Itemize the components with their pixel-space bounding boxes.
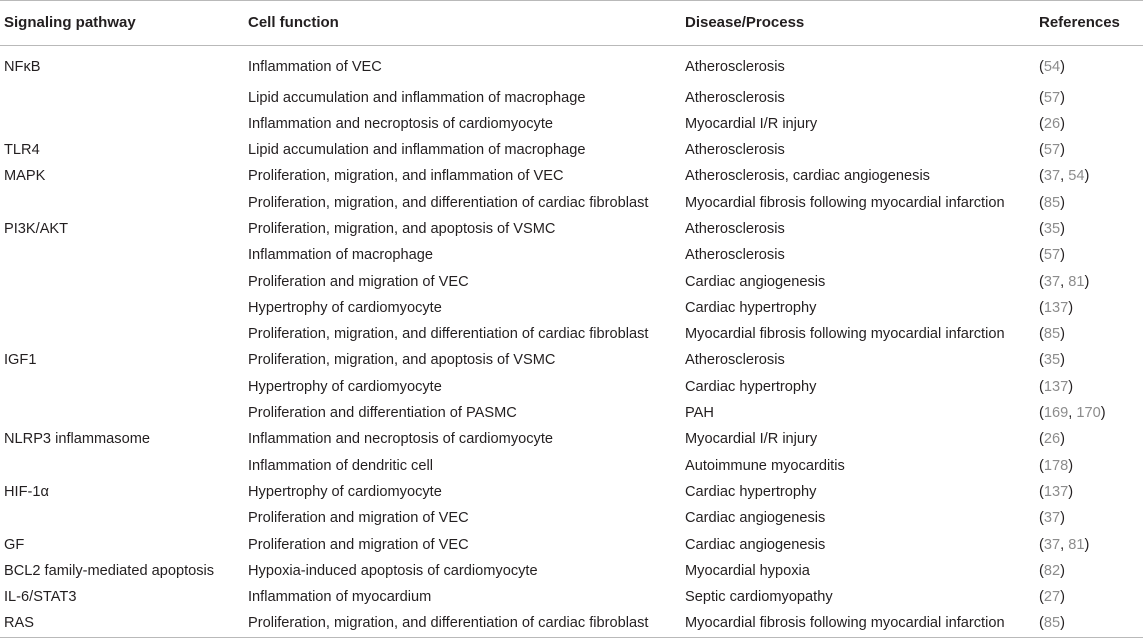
reference-link[interactable]: 37 [1043, 168, 1061, 185]
cell-function: Inflammation of dendritic cell [248, 457, 433, 474]
table-row [0, 164, 1143, 190]
cell-signaling-pathway: MAPK [4, 168, 46, 185]
reference-link[interactable]: 54 [1043, 59, 1061, 75]
cell-function: Proliferation, migration, and inflammation of VEC [248, 168, 564, 185]
cell-references: (137) [1039, 483, 1074, 500]
cell-signaling-pathway: IGF1 [4, 352, 37, 369]
cell-disease-process: Atherosclerosis, cardiac angiogenesis [685, 168, 930, 185]
cell-disease-process: Cardiac hypertrophy [685, 483, 817, 500]
cell-references: (85) [1039, 326, 1065, 343]
cell-disease-process: Myocardial I/R injury [685, 115, 818, 132]
header-cell-function: Cell function [246, 1, 684, 46]
cell-references: (137) [1039, 299, 1074, 316]
cell-disease-process: Autoimmune myocarditis [685, 457, 845, 474]
cell-function: Lipid accumulation and inflammation of macrophage [248, 89, 586, 106]
cell-signaling-pathway: GF [4, 536, 25, 553]
table-row [0, 270, 1143, 296]
cell-references: (26) [1039, 115, 1065, 132]
cell-signaling-pathway: IL-6/STAT3 [4, 589, 77, 606]
table-row [0, 401, 1143, 427]
table-row [0, 217, 1143, 243]
cell-references: (37, 81) [1039, 273, 1090, 290]
cell-signaling-pathway [0, 506, 246, 532]
table-row [0, 296, 1143, 322]
table-row [0, 138, 1143, 164]
reference-link[interactable]: 26 [1043, 115, 1061, 132]
cell-signaling-pathway [0, 243, 246, 269]
reference-link[interactable]: 169 [1043, 405, 1069, 422]
cell-signaling-pathway [0, 191, 246, 217]
reference-link[interactable]: 170 [1076, 405, 1101, 422]
cell-disease-process: Myocardial hypoxia [685, 562, 810, 579]
cell-function: Hypoxia-induced apoptosis of cardiomyocyte [248, 562, 538, 579]
cell-references: (37, 81) [1039, 536, 1090, 553]
cell-function: Proliferation, migration, and differentiation of cardiac fibroblast [248, 194, 649, 211]
table-row [0, 191, 1143, 217]
cell-function: Proliferation, migration, and apoptosis of VSMC [248, 220, 556, 237]
cell-disease-process: Myocardial I/R injury [685, 431, 818, 448]
table-body [0, 46, 1143, 638]
cell-function: Proliferation and migration of VEC [248, 273, 469, 290]
reference-link[interactable]: 57 [1043, 89, 1061, 106]
reference-link[interactable]: 85 [1043, 615, 1061, 632]
cell-references: (35) [1039, 352, 1065, 369]
cell-references: (169, 170) [1039, 405, 1106, 422]
cell-disease-process: Cardiac angiogenesis [685, 273, 826, 290]
cell-disease-process: Septic cardiomyopathy [685, 589, 833, 606]
reference-link[interactable]: 57 [1043, 247, 1061, 264]
table-row [0, 322, 1143, 348]
table-row [0, 559, 1143, 585]
cell-references: (37) [1039, 510, 1065, 527]
cell-references: (57) [1039, 142, 1065, 159]
cell-function: Proliferation, migration, and apoptosis of VSMC [248, 352, 556, 369]
table-row [0, 454, 1143, 480]
cell-references: (27) [1039, 589, 1065, 606]
reference-link[interactable]: 137 [1043, 483, 1069, 500]
cell-references: (85) [1039, 611, 1143, 637]
table-row [0, 533, 1143, 559]
table-row [0, 585, 1143, 611]
table-header [0, 1, 1143, 46]
cell-function: Inflammation and necroptosis of cardiomyocyte [248, 431, 553, 448]
cell-disease-process: Myocardial fibrosis following myocardial infarction [685, 194, 1005, 211]
cell-signaling-pathway [0, 86, 246, 112]
cell-function: Hypertrophy of cardiomyocyte [248, 378, 442, 395]
cell-references: (35) [1039, 220, 1065, 237]
cell-disease-process: Cardiac angiogenesis [685, 536, 826, 553]
table-row [0, 86, 1143, 112]
reference-link[interactable]: 27 [1043, 589, 1061, 606]
cell-disease-process: Atherosclerosis [685, 59, 785, 75]
cell-references: (137) [1039, 378, 1074, 395]
cell-disease-process: Atherosclerosis [685, 89, 785, 106]
table-row [0, 506, 1143, 532]
cell-signaling-pathway: RAS [0, 611, 246, 637]
cell-references: (26) [1039, 431, 1065, 448]
cell-signaling-pathway [0, 296, 246, 322]
cell-references: (85) [1039, 194, 1065, 211]
cell-signaling-pathway: NLRP3 inflammasome [4, 431, 150, 448]
header-disease-process: Disease/Process [684, 1, 1039, 46]
cell-disease-process: Cardiac angiogenesis [685, 510, 826, 527]
cell-function: Proliferation and migration of VEC [248, 510, 469, 527]
cell-references: (57) [1039, 247, 1065, 264]
header-references: References [1039, 1, 1143, 46]
table-row [0, 112, 1143, 138]
cell-disease-process: Cardiac hypertrophy [685, 299, 817, 316]
reference-link[interactable]: 85 [1043, 194, 1061, 211]
reference-link[interactable]: 37 [1043, 510, 1061, 527]
cell-signaling-pathway [0, 112, 246, 138]
cell-disease-process: Myocardial fibrosis following myocardial infarction [685, 326, 1005, 343]
cell-signaling-pathway [0, 375, 246, 401]
cell-signaling-pathway [0, 322, 246, 348]
reference-link[interactable]: 81 [1068, 273, 1085, 290]
cell-disease-process: Atherosclerosis [685, 352, 785, 369]
cell-disease-process: Cardiac hypertrophy [685, 378, 817, 395]
cell-function: Hypertrophy of cardiomyocyte [248, 483, 442, 500]
cell-signaling-pathway [0, 270, 246, 296]
cell-references: (54) [1039, 59, 1065, 75]
cell-function: Inflammation of VEC [248, 59, 382, 75]
reference-link[interactable]: 85 [1043, 326, 1061, 343]
header-signaling-pathway: Signaling pathway [0, 1, 246, 46]
cell-disease-process: Myocardial fibrosis following myocardial infarction [684, 611, 1039, 637]
cell-disease-process: Atherosclerosis [685, 247, 785, 264]
reference-link[interactable]: 35 [1043, 352, 1061, 369]
cell-references: (57) [1039, 89, 1065, 106]
reference-link[interactable]: 35 [1043, 220, 1061, 237]
cell-function: Inflammation and necroptosis of cardiomyocyte [248, 115, 553, 132]
table-row [0, 243, 1143, 269]
cell-function: Proliferation, migration, and differentiation of cardiac fibroblast [246, 611, 684, 637]
table-row [0, 611, 1143, 637]
reference-link[interactable]: 178 [1043, 457, 1069, 474]
cell-references: (82) [1039, 562, 1065, 579]
cell-function: Proliferation, migration, and differentiation of cardiac fibroblast [248, 326, 649, 343]
cell-signaling-pathway [0, 454, 246, 480]
cell-disease-process: Atherosclerosis [685, 220, 785, 237]
table-row [0, 375, 1143, 401]
cell-disease-process: Atherosclerosis [685, 142, 785, 159]
cell-disease-process: PAH [685, 405, 714, 422]
reference-link[interactable]: 137 [1043, 299, 1069, 316]
table-row [0, 46, 1143, 86]
reference-link[interactable]: 57 [1043, 142, 1061, 159]
header-row [0, 1, 1143, 46]
cell-function: Inflammation of myocardium [248, 589, 432, 606]
cell-signaling-pathway: PI3K/AKT [4, 220, 69, 237]
table-row [0, 480, 1143, 506]
cell-function: Proliferation and differentiation of PASMC [248, 405, 517, 422]
cell-references: (37, 54) [1039, 168, 1090, 185]
cell-function: Inflammation of macrophage [248, 247, 433, 264]
reference-link[interactable]: 54 [1068, 168, 1085, 185]
reference-link[interactable]: 37 [1043, 273, 1061, 290]
reference-link[interactable]: 137 [1043, 378, 1069, 395]
cell-signaling-pathway: TLR4 [4, 142, 40, 159]
cell-function: Hypertrophy of cardiomyocyte [248, 299, 442, 316]
cell-signaling-pathway [0, 401, 246, 427]
reference-link[interactable]: 26 [1043, 431, 1061, 448]
cell-signaling-pathway: BCL2 family-mediated apoptosis [4, 562, 215, 579]
reference-link[interactable]: 81 [1068, 536, 1085, 553]
cell-signaling-pathway: NFκB [4, 59, 41, 75]
cell-signaling-pathway: HIF-1α [4, 483, 49, 500]
table-row [0, 427, 1143, 453]
reference-link[interactable]: 37 [1043, 536, 1061, 553]
table-row [0, 348, 1143, 374]
cell-references: (178) [1039, 457, 1074, 474]
cell-function: Lipid accumulation and inflammation of macrophage [248, 142, 586, 159]
cell-function: Proliferation and migration of VEC [248, 536, 469, 553]
reference-link[interactable]: 82 [1043, 562, 1061, 579]
